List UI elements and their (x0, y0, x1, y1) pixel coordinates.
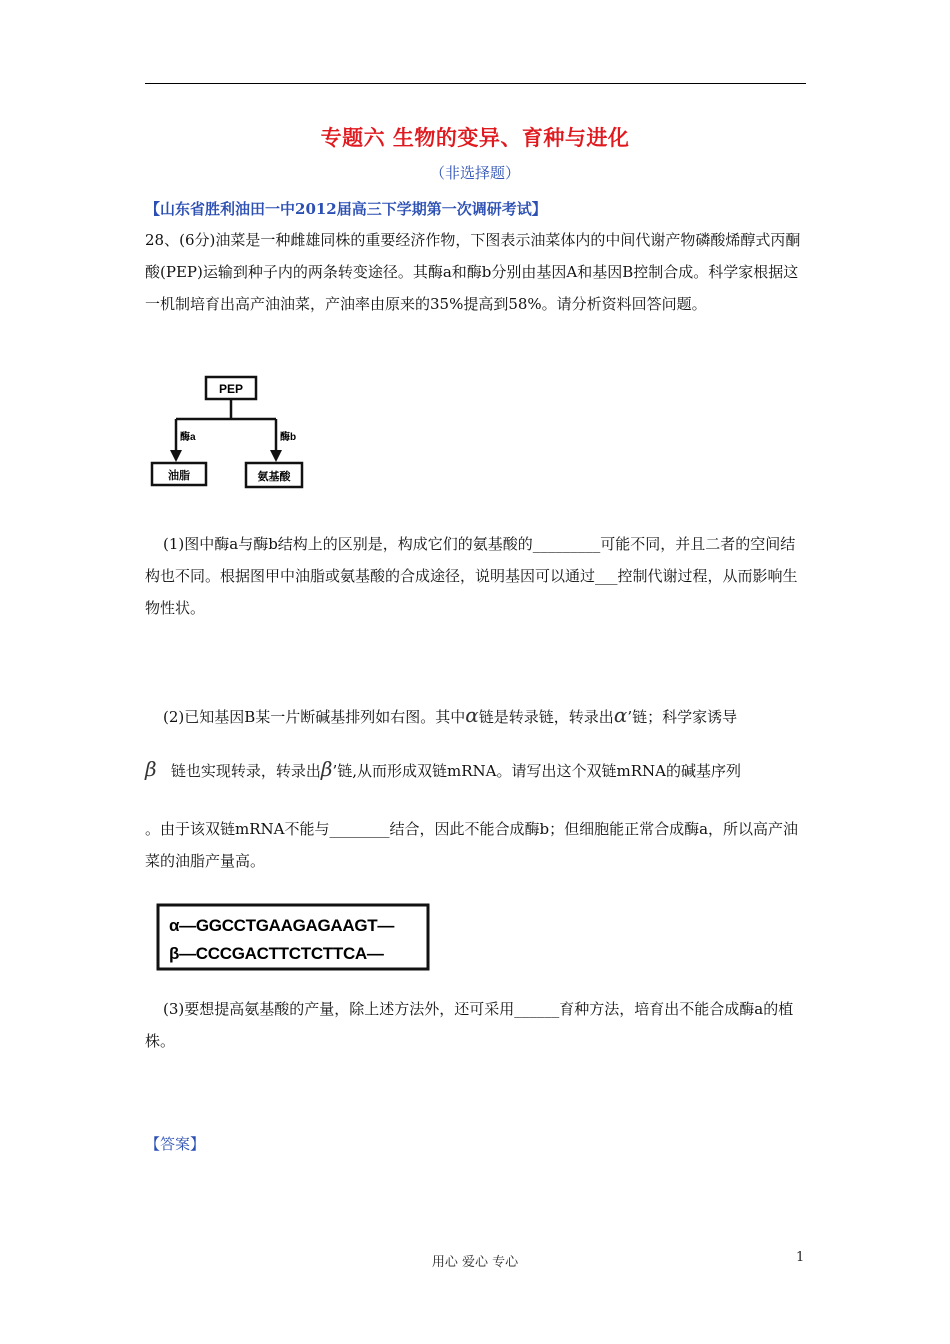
question-part-2-line-3: 。由于该双链mRNA不能与________结合，因此不能合成酶b；但细胞能正常合成酶a，所以高产油菜的油脂产量高。 (145, 820, 799, 870)
page-footer: 用心 爱心 专心 (431, 1255, 519, 1270)
question-part-1: (1)图中酶a与酶b结构上的区别是，构成它们的氨基酸的_________可能不同，并且二者的空间结构也不同。根据图甲中油脂或氨基酸的合成途径，说明基因可以通过___控制代谢过程，从而影响生物性状。 (145, 535, 798, 617)
enzyme-a-label: 酶a (180, 432, 196, 443)
answer-label: 【答案】 (145, 1135, 206, 1153)
question-part-3: (3)要想提高氨基酸的产量，除上述方法外，还可采用______育种方法，培育出不能合成酶a的植株。 (145, 1000, 794, 1050)
page-subtitle: （非选择题） (429, 164, 520, 182)
question-source: 【山东省胜利油田一中2012届高三下学期第一次调研考试】 (145, 200, 547, 218)
question-part-2-line-1: (2)已知基因B某一片断碱基排列如右图。其中α链是转录链，转录出α’链；科学家诱导 (163, 703, 738, 727)
page-number: 1 (796, 1250, 805, 1265)
arrow-right (270, 450, 282, 462)
arrow-left (170, 450, 182, 462)
question-part-2-line-2: β 链也实现转录，转录出β’链,从而形成双链mRNA。请写出这个双链mRNA的碱基序列 (145, 757, 741, 781)
enzyme-b-label: 酶b (280, 432, 297, 443)
page-title: 专题六 生物的变异、育种与进化 (320, 125, 630, 150)
pathway-diagram (140, 372, 310, 494)
pep-label: PEP (218, 382, 244, 396)
oil-label: 油脂 (168, 470, 190, 482)
header-rule (145, 83, 806, 84)
beta-strand: β—CCCGACTTCTCTTCA— (169, 944, 384, 963)
amino-acid-label: 氨基酸 (257, 471, 291, 483)
dna-sequence-figure (155, 903, 431, 971)
question-intro: 28、(6分)油菜是一种雌雄同株的重要经济作物，下图表示油菜体内的中间代谢产物磷酸烯醇式丙酮酸(PEP)运输到种子内的两条转变途径。其酶a和酶b分别由基因A和基因B控制合成。科学家根据这一机制培育出高产油油菜，产油率由原来的35%提高到58%。请分析资料回答问题。 (145, 231, 801, 313)
alpha-strand: α—GGCCTGAAGAGAAGT— (169, 916, 395, 935)
